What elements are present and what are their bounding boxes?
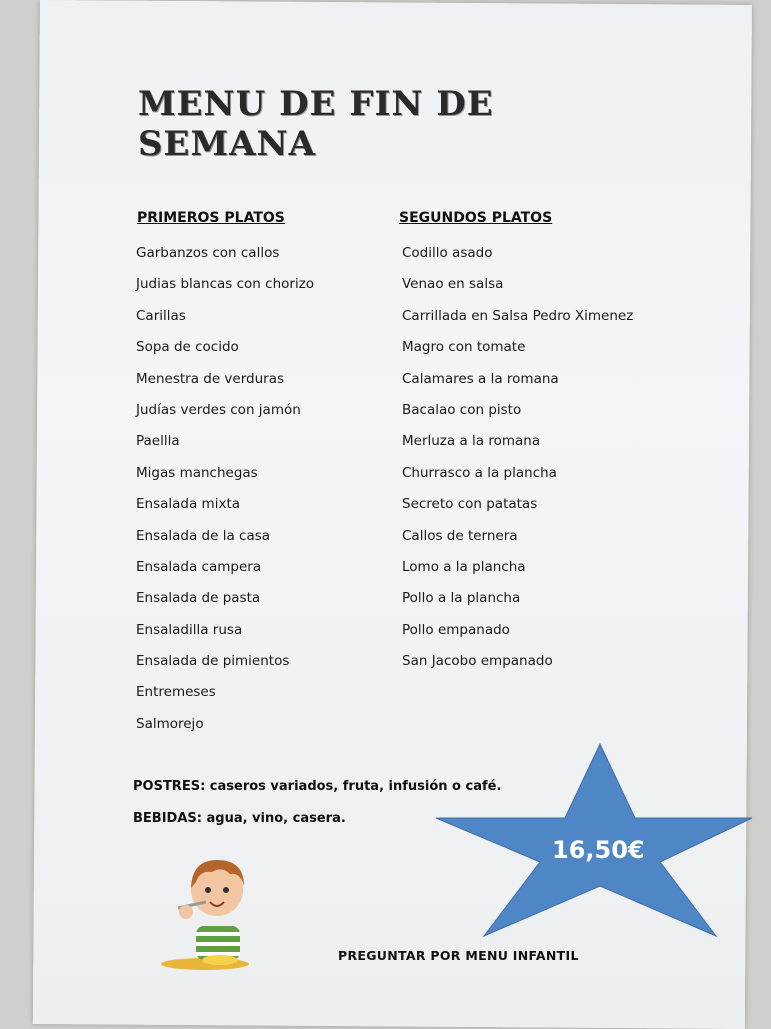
- segundos-item: Pollo a la plancha: [402, 590, 521, 607]
- postres-label: POSTRES:: [133, 779, 206, 794]
- segundos-item: Codillo asado: [402, 245, 493, 261]
- segundos-item: Pollo empanado: [402, 621, 510, 638]
- primeros-item: Sopa de cocido: [136, 339, 239, 356]
- menu-title: MENU DE FIN DE SEMANA: [138, 84, 494, 164]
- segundos-heading: SEGUNDOS PLATOS: [399, 210, 553, 226]
- primeros-item: Migas manchegas: [136, 464, 258, 481]
- segundos-item: Secreto con patatas: [402, 496, 538, 513]
- primeros-item: Ensalada campera: [136, 558, 262, 575]
- primeros-item: Garbanzos con callos: [136, 245, 280, 261]
- primeros-item: Paellla: [136, 433, 180, 450]
- segundos-item: Venao en salsa: [402, 276, 504, 293]
- segundos-item: Bacalao con pisto: [402, 401, 522, 418]
- primeros-heading: PRIMEROS PLATOS: [137, 210, 285, 226]
- primeros-item: Judías verdes con jamón: [136, 401, 301, 418]
- primeros-item: Salmorejo: [136, 715, 204, 732]
- primeros-item: Ensalada de la casa: [136, 527, 271, 544]
- segundos-item: Callos de ternera: [402, 527, 518, 544]
- primeros-item: Entremeses: [136, 684, 216, 701]
- primeros-list: [136, 243, 314, 745]
- bebidas-label: BEBIDAS:: [133, 811, 202, 826]
- bebidas-text: agua, vino, casera.: [206, 811, 346, 826]
- segundos-item: Churrasco a la plancha: [402, 464, 557, 481]
- kids-menu-note: PREGUNTAR POR MENU INFANTIL: [338, 948, 579, 963]
- segundos-item: Carrillada en Salsa Pedro Ximenez: [402, 307, 634, 324]
- primeros-item: Carillas: [136, 307, 186, 324]
- segundos-item: San Jacobo empanado: [402, 653, 553, 670]
- primeros-item: Judias blancas con chorizo: [136, 276, 315, 293]
- segundos-item: Merluza a la romana: [402, 433, 541, 450]
- segundos-item: Lomo a la plancha: [402, 558, 526, 575]
- primeros-item: Ensalada de pimientos: [136, 653, 290, 670]
- primeros-item: Ensalada mixta: [136, 496, 241, 513]
- segundos-item: Calamares a la romana: [402, 370, 559, 387]
- primeros-item: Ensalada de pasta: [136, 590, 261, 607]
- segundos-item: Magro con tomate: [402, 339, 526, 356]
- primeros-item: Menestra de verduras: [136, 370, 285, 387]
- price-label: 16,50€: [552, 836, 645, 864]
- postres-text: caseros variados, fruta, infusión o café.: [209, 779, 502, 794]
- child-eating-illustration: [160, 848, 260, 970]
- segundos-list: [402, 243, 633, 682]
- bebidas-line: [133, 811, 346, 826]
- primeros-item: Ensaladilla rusa: [136, 621, 243, 638]
